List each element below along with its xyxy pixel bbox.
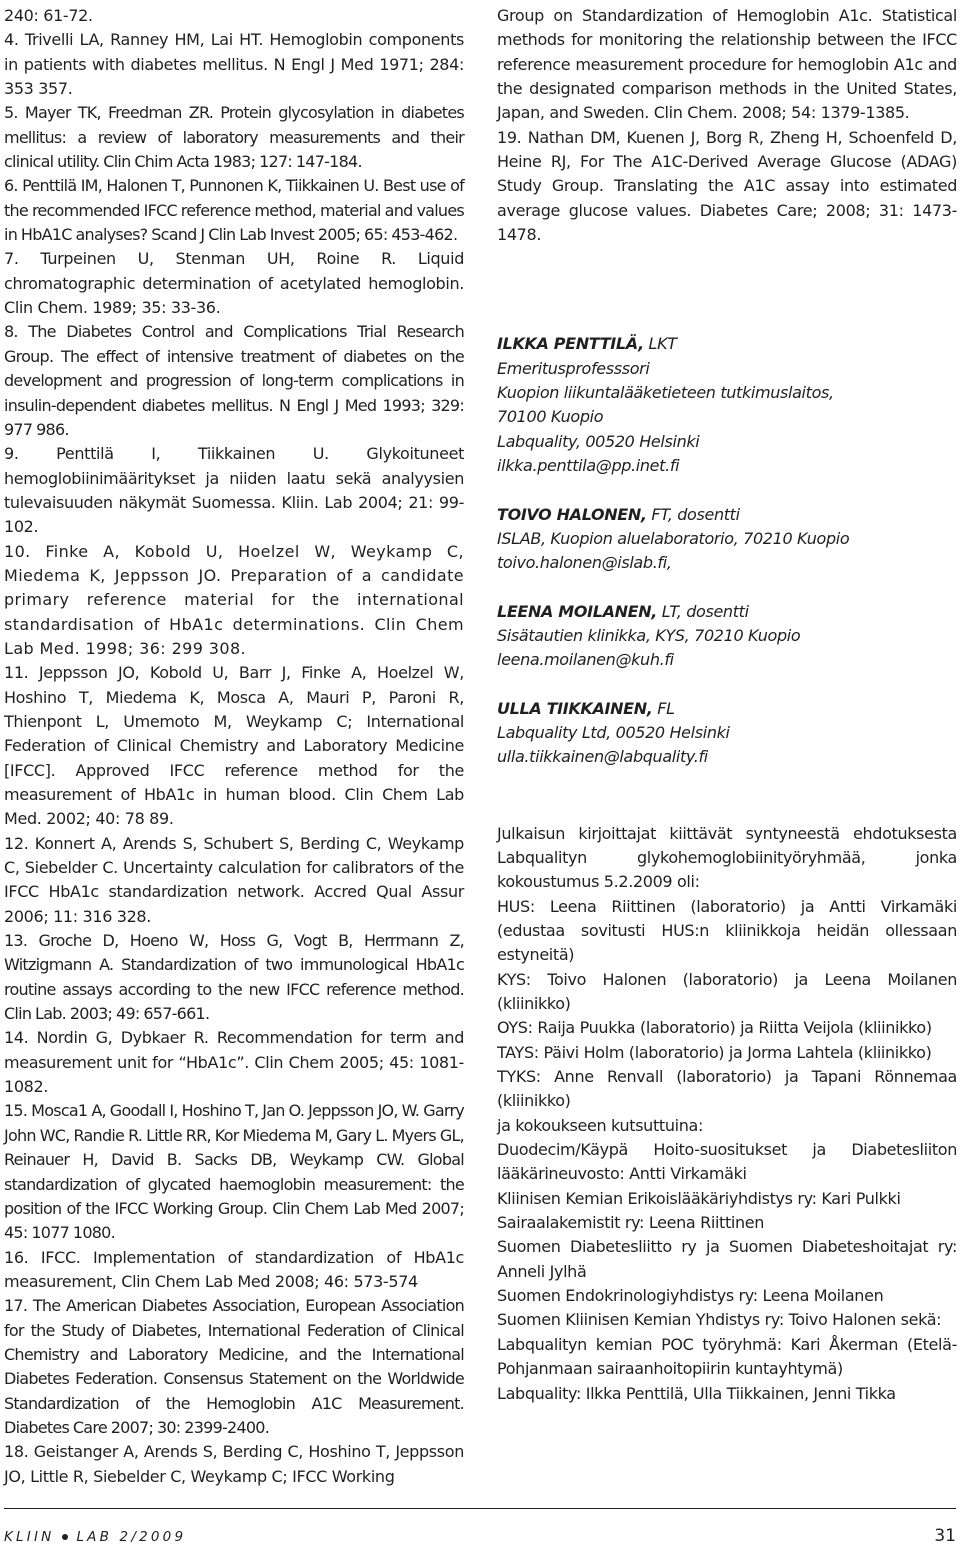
bullet-icon xyxy=(62,1534,68,1540)
acknowledgement-line: Suomen Kliinisen Kemian Yhdistys ry: Toivo Halonen sekä: xyxy=(497,1310,942,1330)
reference-item: 7. Turpeinen U, Stenman UH, Roine R. Liquid chromatographic determination of acetylated hemoglobin. Clin Chem. 1989; 35: 33-36. xyxy=(4,249,464,318)
author-email[interactable]: ilkka.penttila@pp.inet.fi xyxy=(497,456,680,476)
acknowledgement-line: HUS: Leena Riittinen (laboratorio) ja Antti Virkamäki (edustaa sovitusti HUS:n kliinikkoja heidän ollessaan estyneitä) xyxy=(497,896,957,965)
reference-item: 18. Geistanger A, Arends S, Berding C, Hoshino T, Jeppsson JO, Little R, Siebelder C, Weykamp C; IFCC Working xyxy=(4,1442,464,1486)
reference-item: 14. Nordin G, Dybkaer R. Recommendation for term and measurement unit for “HbA1c”. Clin Chem 2005; 45: 1081-1082. xyxy=(4,1028,464,1097)
acknowledgement-line: Labqualityn kemian POC työryhmä: Kari Åkerman (Etelä-Pohjanmaan sairaanhoitopiirin kuntayhtymä) xyxy=(497,1334,957,1379)
author-email[interactable]: toivo.halonen@islab.fi, xyxy=(497,553,672,573)
author-address: 70100 Kuopio xyxy=(497,407,604,427)
acknowledgement-line: Duodecim/Käypä Hoito-suositukset ja Diabetesliiton lääkärineuvosto: Antti Virkamäki xyxy=(497,1140,957,1184)
reference-item: 17. The American Diabetes Association, European Association for the Study of Diabetes, International Federation of Clinical Chemistry and Laboratory Medicine, and the International Diabetes Federation. Consensus Statement on the Worldwide Standardization of the Hemoglobin A1C Measurement. Diabetes Care 2007; 30: 2399-2400. xyxy=(4,1296,464,1437)
reference-item: 16. IFCC. Implementation of standardization of HbA1c measurement, Clin Chem Lab Med 2008; 46: 573-574 xyxy=(4,1247,464,1291)
reference-item: 9. Penttilä I, Tiikkainen U. Glykoituneet hemoglobiinimääritykset ja niiden laatu sekä analyysien tulevaisuuden näkymät Suomessa. Kliin. Lab 2004; 21: 99-102. xyxy=(4,444,464,537)
author-degree: LT, dosentti xyxy=(657,601,749,621)
author-heading xyxy=(497,332,957,356)
journal-title-a: KLIIN xyxy=(4,1529,55,1545)
reference-item: 10. Finke A, Kobold U, Hoelzel W, Weykamp C, Miedema K, Jeppsson JO. Preparation of a candidate primary reference material for the international standardisation of HbA1c determinations. Clin Chem Lab Med. 1998; 36: 299 308. xyxy=(4,541,464,658)
author-heading xyxy=(497,600,957,624)
author-name: ULLA TIIKKAINEN, xyxy=(497,698,653,718)
author-degree: FT, dosentti xyxy=(646,504,740,524)
reference-item: 6. Penttilä IM, Halonen T, Punnonen K, Tiikkainen U. Best use of the recommended IFCC reference method, material and values in HbA1C analyses? Scand J Clin Lab Invest 2005; 65: 453-462. xyxy=(4,176,464,245)
author-degree: FL xyxy=(652,698,675,718)
acknowledgement-line: Labquality: Ilkka Penttilä, Ulla Tiikkainen, Jenni Tikka xyxy=(497,1383,896,1403)
acknowledgement-line: Julkaisun kirjoittajat kiittävät syntyneestä ehdotuksesta Labqualityn glykohemoglobiinityöryhmää, jonka kokoustumus 5.2.2009 oli: xyxy=(497,823,957,892)
author-affiliation: Kuopion liikuntalääketieteen tutkimuslaitos, xyxy=(497,383,834,403)
reference-item: 12. Konnert A, Arends S, Schubert S, Berding C, Weykamp C, Siebelder C. Uncertainty calculation for calibrators of the IFCC HbA1c standardization network. Accred Qual Assur 2006; 11: 316 328. xyxy=(4,833,464,926)
author-degree: LKT xyxy=(643,334,677,354)
acknowledgement-line: TAYS: Päivi Holm (laboratorio) ja Jorma Lahtela (kliinikko) xyxy=(497,1042,932,1062)
author-affiliation: Labquality Ltd, 00520 Helsinki xyxy=(497,722,730,742)
journal-name xyxy=(4,1529,186,1545)
author-block xyxy=(497,697,957,770)
author-email[interactable]: leena.moilanen@kuh.fi xyxy=(497,650,674,670)
reference-item: 4. Trivelli LA, Ranney HM, Lai HT. Hemoglobin components in patients with diabetes mellitus. N Engl J Med 1971; 284: 353 357. xyxy=(4,30,464,99)
author-name: LEENA MOILANEN, xyxy=(497,601,657,621)
reference-item: 5. Mayer TK, Freedman ZR. Protein glycosylation in diabetes mellitus: a review of laboratory measurements and their clinical utility. Clin Chim Acta 1983; 127: 147-184. xyxy=(4,103,464,172)
author-email[interactable]: ulla.tiikkainen@labquality.fi xyxy=(497,747,708,767)
reference-item: 11. Jeppsson JO, Kobold U, Barr J, Finke A, Hoelzel W, Hoshino T, Miedema K, Mosca A, Mauri P, Paroni R, Thienpont L, Umemoto M, Weykamp C; International Federation of Clinical Chemistry and Laboratory Medicine [IFCC]. Approved IFCC reference method for the measurement of HbA1c in human blood. Clin Chem Lab Med. 2002; 40: 78 89. xyxy=(4,663,464,829)
page-number: 31 xyxy=(934,1526,956,1546)
author-heading xyxy=(497,697,957,721)
author-affiliation: ISLAB, Kuopion aluelaboratorio, 70210 Kuopio xyxy=(497,528,850,548)
author-name: ILKKA PENTTILÄ, xyxy=(497,334,644,354)
author-heading xyxy=(497,503,957,527)
acknowledgement-line: KYS: Toivo Halonen (laboratorio) ja Leena Moilanen (kliinikko) xyxy=(497,969,957,1013)
acknowledgements xyxy=(497,822,957,1406)
acknowledgement-line: TYKS: Anne Renvall (laboratorio) ja Tapani Rönnemaa (kliinikko) xyxy=(497,1067,957,1111)
author-block xyxy=(497,503,957,576)
reference-item: Group on Standardization of Hemoglobin A1c. Statistical methods for monitoring the relationship between the IFCC reference measurement procedure for hemoglobin A1c and the designated comparison methods in the United States, Japan, and Sweden. Clin Chem. 2008; 54: 1379-1385. xyxy=(497,6,957,123)
page-footer xyxy=(4,1508,956,1546)
journal-title-b: LAB 2/2009 xyxy=(76,1529,187,1545)
reference-item: 19. Nathan DM, Kuenen J, Borg R, Zheng H, Schoenfeld D, Heine RJ, For The A1C-Derived Average Glucose (ADAG) Study Group. Translating the A1C assay into estimated average glucose values. Diabetes Care; 2008; 31: 1473-1478. xyxy=(497,127,957,245)
author-block xyxy=(497,332,957,478)
acknowledgement-line: Suomen Endokrinologiyhdistys ry: Leena Moilanen xyxy=(497,1286,884,1306)
author-title: Emeritusprofesssori xyxy=(497,358,650,378)
reference-item: 240: 61-72. xyxy=(4,6,93,25)
author-affiliation: Sisätautien klinikka, KYS, 70210 Kuopio xyxy=(497,625,801,645)
right-column xyxy=(497,4,957,1406)
acknowledgement-line: Kliinisen Kemian Erikoislääkäriyhdistys ry: Kari Pulkki xyxy=(497,1188,901,1208)
reference-item: 13. Groche D, Hoeno W, Hoss G, Vogt B, Herrmann Z, Witzigmann A. Standardization of two immunological HbA1c routine assays according to the new IFCC reference method. Clin Lab. 2003; 49: 657-661. xyxy=(4,931,464,1024)
author-name: TOIVO HALONEN, xyxy=(497,504,647,524)
author-affiliation: Labquality, 00520 Helsinki xyxy=(497,431,700,451)
acknowledgement-line: Suomen Diabetesliitto ry ja Suomen Diabeteshoitajat ry: Anneli Jylhä xyxy=(497,1237,957,1281)
acknowledgement-line: OYS: Raija Puukka (laboratorio) ja Riitta Veijola (kliinikko) xyxy=(497,1018,932,1038)
references-column-left xyxy=(4,4,464,1489)
acknowledgement-line: ja kokoukseen kutsuttuina: xyxy=(497,1115,703,1135)
author-block xyxy=(497,600,957,673)
reference-item: 15. Mosca1 A, Goodall I, Hoshino T, Jan O. Jeppsson JO, W. Garry John WC, Randie R. Little RR, Kor Miedema M, Gary L. Myers GL, Reinauer H, David B. Sacks DB, Weykamp CW. Global standardization of glycated haemoglobin measurement: the position of the IFCC Working Group. Clin Chem Lab Med 2007; 45: 1077 1080. xyxy=(4,1101,464,1243)
reference-item: 8. The Diabetes Control and Complications Trial Research Group. The effect of intensive treatment of diabetes on the development and progression of long-term complications in insulin-dependent diabetes mellitus. N Engl J Med 1993; 329: 977 986. xyxy=(4,322,464,439)
acknowledgement-line: Sairaalakemistit ry: Leena Riittinen xyxy=(497,1213,765,1233)
